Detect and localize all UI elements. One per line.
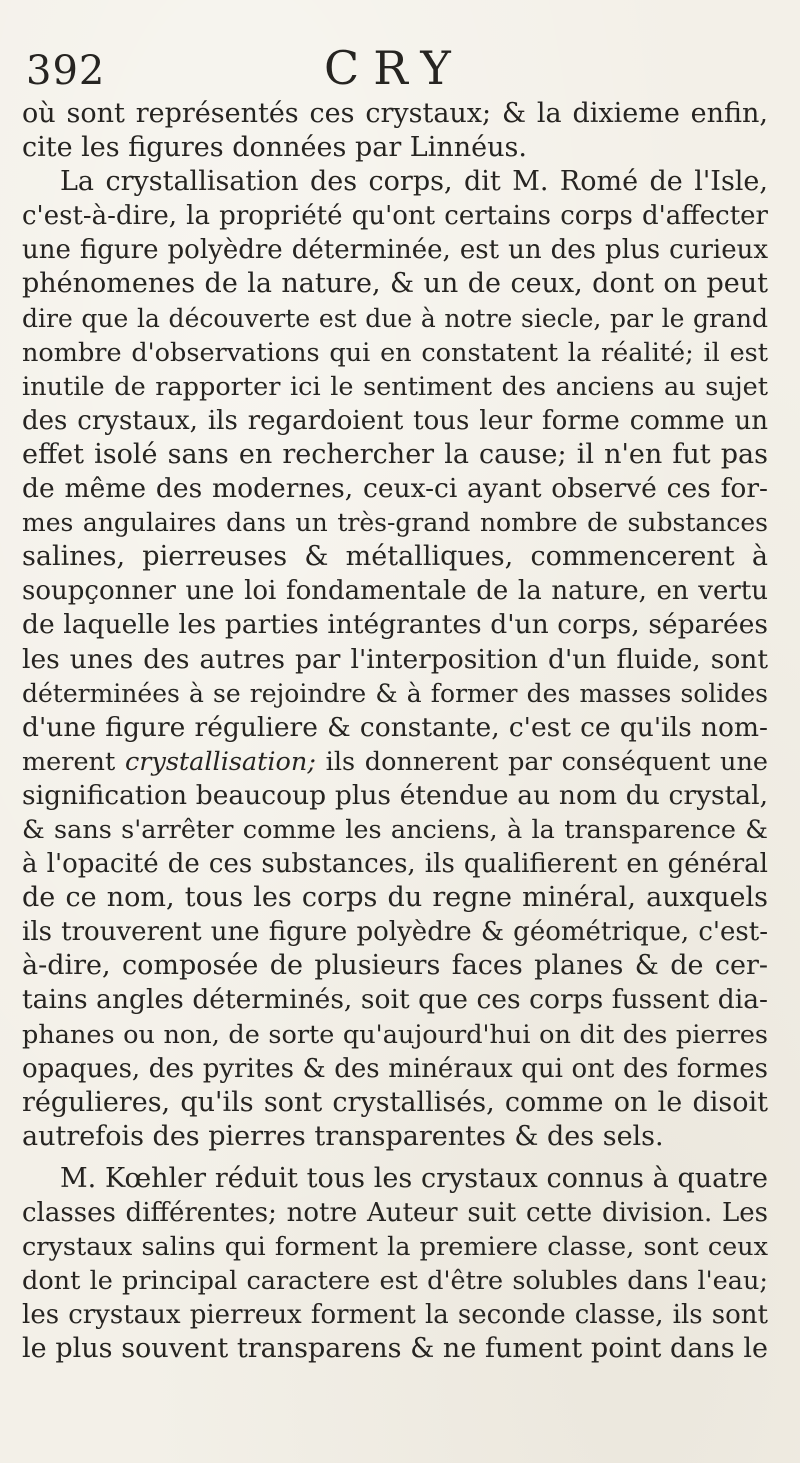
body-text bbox=[22, 97, 768, 1366]
text-line: effet isolé sans en rechercher la cause; il n'en fut pas bbox=[22, 438, 768, 470]
text-line: des crystaux, ils regardoient tous leur forme comme un bbox=[22, 405, 768, 436]
text-line: salines, pierreuses & métalliques, commencerent à bbox=[22, 541, 768, 573]
text-line: & sans s'arrêter comme les anciens, à la transparence & bbox=[22, 814, 768, 845]
text-line: à l'opacité de ces substances, ils qualifierent en général bbox=[22, 849, 768, 880]
text-line: c'est-à-dire, la propriété qu'ont certains corps d'affecter bbox=[22, 201, 768, 232]
text-line: merent crystallisation; ils donnerent par conséquent une bbox=[22, 746, 768, 777]
text-line: opaques, des pyrites & des minéraux qui ont des formes bbox=[22, 1053, 768, 1084]
text-line: où sont représentés ces crystaux; & la dixieme enfin, bbox=[22, 98, 768, 129]
page-number: 392 bbox=[26, 48, 106, 94]
text-line: de laquelle les parties intégrantes d'un corps, séparées bbox=[22, 609, 768, 641]
text-line: classes différentes; notre Auteur suit cette division. Les bbox=[22, 1198, 768, 1228]
text-line: La crystallisation des corps, dit M. Romé de l'Isle, bbox=[60, 166, 768, 198]
text-line: phénomenes de la nature, & un de ceux, dont on peut bbox=[22, 268, 768, 300]
text-line: à-dire, composée de plusieurs faces planes & de cer- bbox=[22, 950, 768, 982]
text-line: autrefois des pierres transparentes & des sels. bbox=[22, 1120, 664, 1152]
text-line: le plus souvent transparens & ne fument point dans le bbox=[22, 1333, 768, 1365]
text-line: M. Kœhler réduit tous les crystaux connus à quatre bbox=[60, 1162, 768, 1194]
text-line: ils trouverent une figure polyèdre & géométrique, c'est- bbox=[22, 917, 768, 948]
running-head: CRY bbox=[324, 41, 465, 95]
text-line: nombre d'observations qui en constatent la réalité; il est bbox=[22, 337, 768, 368]
text-line: inutile de rapporter ici le sentiment des anciens au sujet bbox=[22, 371, 768, 402]
text-line: mes angulaires dans un très-grand nombre de substances bbox=[22, 508, 768, 538]
text-line: les unes des autres par l'interposition d'un fluide, sont bbox=[22, 643, 768, 675]
text-line: phanes ou non, de sorte qu'aujourd'hui on dit des pierres bbox=[22, 1019, 768, 1050]
text-line: déterminées à se rejoindre & à former des masses solides bbox=[22, 678, 768, 708]
text-line: une figure polyèdre déterminée, est un des plus curieux bbox=[22, 235, 768, 266]
page-header bbox=[24, 36, 784, 96]
text-line: de même des modernes, ceux-ci ayant observé ces for- bbox=[22, 473, 768, 505]
text-line: d'une figure réguliere & constante, c'est ce qu'ils nom- bbox=[22, 711, 768, 743]
text-line: les crystaux pierreux forment la seconde classe, ils sont bbox=[22, 1300, 768, 1331]
text-line: dont le principal caractere est d'être solubles dans l'eau; bbox=[22, 1266, 768, 1297]
text-line: cite les figures données par Linnéus. bbox=[22, 132, 527, 164]
text-line: régulieres, qu'ils sont crystallisés, comme on le disoit bbox=[22, 1086, 768, 1118]
italic-term: crystallisation; bbox=[124, 746, 316, 777]
text-line: signification beaucoup plus étendue au nom du crystal, bbox=[22, 779, 768, 811]
paragraph-gap bbox=[22, 1154, 768, 1162]
text-line: tains angles déterminés, soit que ces corps fussent dia- bbox=[22, 984, 768, 1016]
text-line: de ce nom, tous les corps du regne minéral, auxquels bbox=[22, 882, 768, 914]
text-line: crystaux salins qui forment la premiere classe, sont ceux bbox=[22, 1232, 768, 1263]
text-line: dire que la découverte est due à notre siecle, par le grand bbox=[22, 303, 768, 333]
text-line: soupçonner une loi fondamentale de la nature, en vertu bbox=[22, 576, 768, 607]
